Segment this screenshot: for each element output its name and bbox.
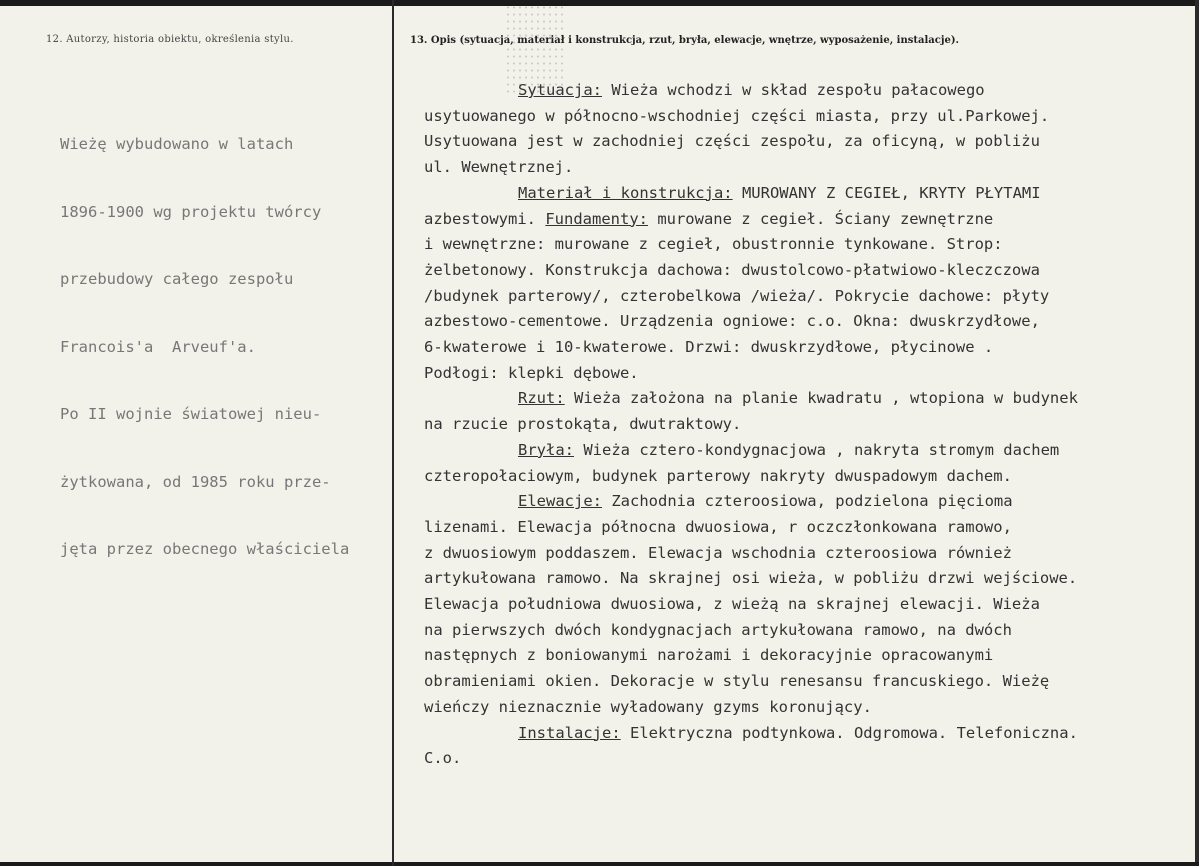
bryla-label: Bryła: xyxy=(518,440,574,459)
right-border xyxy=(1195,0,1199,866)
history-line: Francois'a Arveuf'a. xyxy=(60,337,256,356)
text-line: artykułowana ramowo. Na skrajnej osi wieża, w pobliżu drzwi wejściowe. xyxy=(424,569,1078,588)
elewacje-line: Elewacje: Zachodnia czteroosiowa, podzielona pięcioma xyxy=(518,492,1013,511)
instalacje-line: Instalacje: Elektryczna podtynkowa. Odgromowa. Telefoniczna. xyxy=(518,723,1078,742)
rzut-label: Rzut: xyxy=(518,389,565,408)
history-line: Po II wojnie światowej nieu- xyxy=(60,405,322,423)
text-line: Usytuowana jest w zachodniej części zespołu, za oficyną, w pobliżu xyxy=(424,132,1040,151)
column-divider xyxy=(392,0,394,866)
text-line: Podłogi: klepki dębowe. xyxy=(424,363,639,382)
text-line: na rzucie prostokąta, dwutraktowy. xyxy=(424,415,742,434)
instalacje-label: Instalacje: xyxy=(518,723,621,742)
text-line: żelbetonowy. Konstrukcja dachowa: dwustolcowo-płatwiowo-kleczczowa xyxy=(424,260,1040,279)
text-line: Elewacja południowa dwuosiowa, z wieżą na skrajnej elewacji. Wieża xyxy=(424,595,1040,614)
left-column-header: 12. Autorzy, historia obiektu, określenia stylu. xyxy=(46,34,294,45)
sytuacja-line: Sytuacja: Wieża wchodzi w skład zespołu pałacowego xyxy=(518,81,985,99)
history-text xyxy=(60,88,390,606)
sytuacja-label: Sytuacja: xyxy=(518,81,602,99)
text-line: obramieniami okien. Dekoracje w stylu renesansu francuskiego. Wieżę xyxy=(424,672,1050,691)
text-line: ul. Wewnętrznej. xyxy=(424,158,574,177)
text-line: i wewnętrzne: murowane z cegieł, obustronnie tynkowane. Strop: xyxy=(424,235,1003,254)
text-line: azbestowymi. Fundamenty: murowane z cegieł. Ściany zewnętrzne xyxy=(424,209,994,228)
description-text xyxy=(424,78,1164,772)
text-line: z dwuosiowym poddaszem. Elewacja wschodnia czteroosiowa również xyxy=(424,543,1012,562)
text-line: wieńczy nieznacznie wyładowany gzyms koronujący. xyxy=(424,697,872,716)
text-line: na pierwszych dwóch kondygnacjach artykułowana ramowo, na dwóch xyxy=(424,620,1012,639)
material-line: Materiał i konstrukcja: MUROWANY Z CEGIEŁ, KRYTY PŁYTAMI xyxy=(518,183,1041,202)
material-label: Materiał i konstrukcja: xyxy=(518,183,733,202)
elewacje-label: Elewacje: xyxy=(518,492,602,511)
text-line: następnych z boniowanymi narożami i dekoracyjnie opracowanymi xyxy=(424,646,994,665)
text-line: 6-kwaterowe i 10-kwaterowe. Drzwi: dwuskrzydłowe, płycinowe . xyxy=(424,338,994,357)
history-line: żytkowana, od 1985 roku prze- xyxy=(60,472,331,491)
text-line: /budynek parterowy/, czterobelkowa /wieża/. Pokrycie dachowe: płyty xyxy=(424,286,1050,305)
history-line: Wieżę wybudowano w latach xyxy=(60,135,294,153)
history-line: przebudowy całego zespołu xyxy=(60,270,294,288)
rzut-line: Rzut: Wieża założona na planie kwadratu , wtopiona w budynek xyxy=(518,389,1078,408)
fundamenty-label: Fundamenty: xyxy=(545,209,648,228)
text-line: lizenami. Elewacja północna dwuosiowa, r oczczłonkowana ramowo, xyxy=(424,517,1012,536)
text-line: usytuowanego w północno-wschodniej części miasta, przy ul.Parkowej. xyxy=(424,106,1050,125)
text-line: czteropołaciowym, budynek parterowy nakryty dwuspadowym dachem. xyxy=(424,466,1012,485)
bryla-line: Bryła: Wieża cztero-kondygnacjowa , nakryta stromym dachem xyxy=(518,440,1060,459)
text-line: azbestowo-cementowe. Urządzenia ogniowe: c.o. Okna: dwuskrzydłowe, xyxy=(424,312,1040,331)
text-line: C.o. xyxy=(424,749,462,768)
right-column-header: 13. Opis (sytuacja, materiał i konstrukcja, rzut, bryła, elewacje, wnętrze, wyposażenie, instalacje). xyxy=(410,35,960,46)
history-line: jęta przez obecnego właściciela xyxy=(60,540,350,558)
bottom-border xyxy=(0,862,1199,866)
history-line: 1896-1900 wg projektu twórcy xyxy=(60,202,322,221)
top-border xyxy=(0,0,1199,6)
